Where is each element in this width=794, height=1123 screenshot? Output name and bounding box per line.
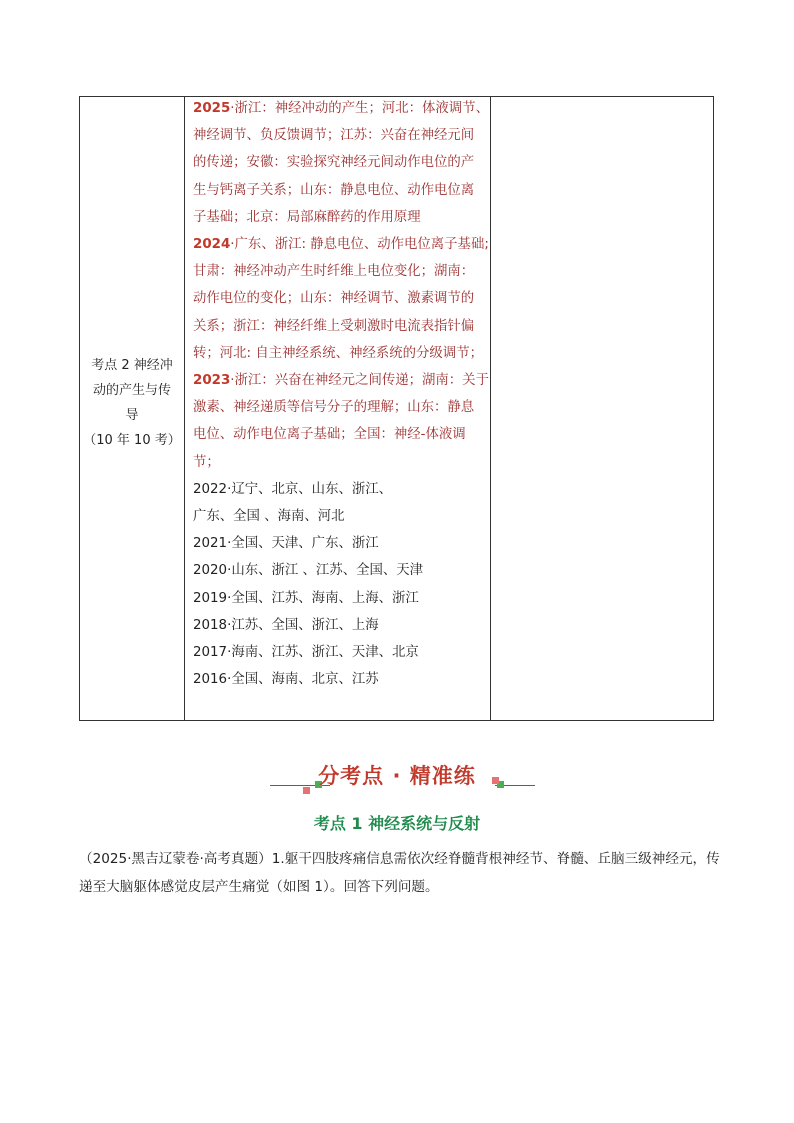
- exam-history-text: 转；河北: 自主神经系统、神经系统的分级调节；: [193, 345, 483, 361]
- exam-history-line: [193, 177, 485, 204]
- exam-history-line: [193, 557, 485, 584]
- exam-history-text: ·广东、浙江: 静息电位、动作电位离子基础;: [230, 237, 489, 253]
- exam-history-line: [193, 449, 485, 476]
- exam-history-list: [193, 95, 489, 693]
- exam-history-text: 激素、神经递质等信号分子的理解；山东：静息: [193, 400, 475, 416]
- exam-history-line: [193, 476, 485, 503]
- exam-history-line: [193, 530, 485, 557]
- exam-history-line: [193, 204, 485, 231]
- exam-year: 2025: [193, 101, 231, 116]
- topic-count-line: （10 年 10 考）: [83, 433, 181, 448]
- exam-history-text: 关系；浙江：神经纤维上受刺激时电流表指针偏: [193, 318, 475, 334]
- exam-history-line: [193, 585, 485, 612]
- exam-history-line: [193, 149, 485, 176]
- exam-history-line: [193, 122, 485, 149]
- question-line: （2025·黑吉辽蒙卷·高考真题）1.躯干四肢疼痛信息需依次经脊髓背根神经节、脊髓、丘脑三级神经元，传: [79, 851, 720, 867]
- exam-history-text: 广东、全国 、海南、河北: [193, 509, 345, 525]
- topic-name-line: 导: [125, 408, 139, 423]
- exam-history-text: 2021·全国、天津、广东、浙江: [193, 536, 379, 552]
- exam-history-text: 甘肃：神经冲动产生时纤维上电位变化；湖南：: [193, 264, 475, 280]
- topic-name-cell: [80, 97, 185, 720]
- exam-history-line: [193, 612, 485, 639]
- exam-history-text: 2017·海南、江苏、浙江、天津、北京: [193, 645, 419, 661]
- exam-history-text: 2019·全国、江苏、海南、上海、浙江: [193, 590, 419, 606]
- exam-history-text: 的传递；安徽：实验探究神经元间动作电位的产: [193, 155, 475, 171]
- exam-history-line: [193, 95, 489, 122]
- exam-history-line: [193, 231, 489, 258]
- exam-history-text: 神经调节、负反馈调节；江苏：兴奋在神经元间: [193, 128, 475, 144]
- exam-history-line: [193, 258, 485, 285]
- section-subtitle: 考点 1 神经系统与反射: [313, 814, 481, 833]
- exam-history-text: 2016·全国、海南、北京、江苏: [193, 672, 379, 688]
- exam-history-line: [193, 313, 485, 340]
- exam-history-text: ·浙江：兴奋在神经元之间传递；湖南：关于: [230, 373, 489, 389]
- exam-history-cell: [185, 97, 491, 720]
- exam-history-line: [193, 666, 485, 693]
- exam-year: 2024: [193, 237, 231, 253]
- exam-history-line: [193, 421, 485, 448]
- topic-name-line: 动的产生与传: [92, 383, 171, 398]
- notes-cell: [491, 97, 713, 720]
- exam-history-text: 节；: [193, 454, 220, 470]
- topic-name: [80, 353, 184, 453]
- exam-history-text: ·浙江：神经冲动的产生；河北：体液调节、: [230, 101, 489, 116]
- exam-history-line: [193, 503, 485, 530]
- exam-year: 2023: [193, 373, 231, 389]
- section-title-text: 分考点 · 精准练: [318, 764, 476, 788]
- exam-history-text: 2020·山东、浙江 、江苏、全国、天津: [193, 563, 424, 579]
- question-text: [79, 845, 719, 901]
- exam-history-text: 动作电位的变化；山东：神经调节、激素调节的: [193, 291, 475, 307]
- exam-history-text: 生与钙离子关系；山东：静息电位、动作电位离: [193, 182, 475, 198]
- exam-history-line: [193, 340, 485, 367]
- exam-history-line: [193, 394, 485, 421]
- exam-history-text: 2018·江苏、全国、浙江、上海: [193, 617, 379, 633]
- topic-name-line: 考点 2 神经冲: [91, 358, 173, 373]
- question-line: 递至大脑躯体感觉皮层产生痛觉（如图 1）。回答下列问题。: [79, 879, 439, 895]
- exam-history-text: 子基础；北京：局部麻醉药的作用原理: [193, 209, 421, 225]
- exam-history-line: [193, 285, 485, 312]
- exam-history-text: 2022·辽宁、北京、山东、浙江、: [193, 481, 393, 497]
- exam-topic-table: [79, 96, 714, 721]
- exam-history-line: [193, 639, 485, 666]
- exam-history-line: [193, 367, 489, 394]
- exam-history-text: 电位、动作电位离子基础；全国：神经-体液调: [193, 427, 466, 443]
- section-title: [0, 760, 794, 790]
